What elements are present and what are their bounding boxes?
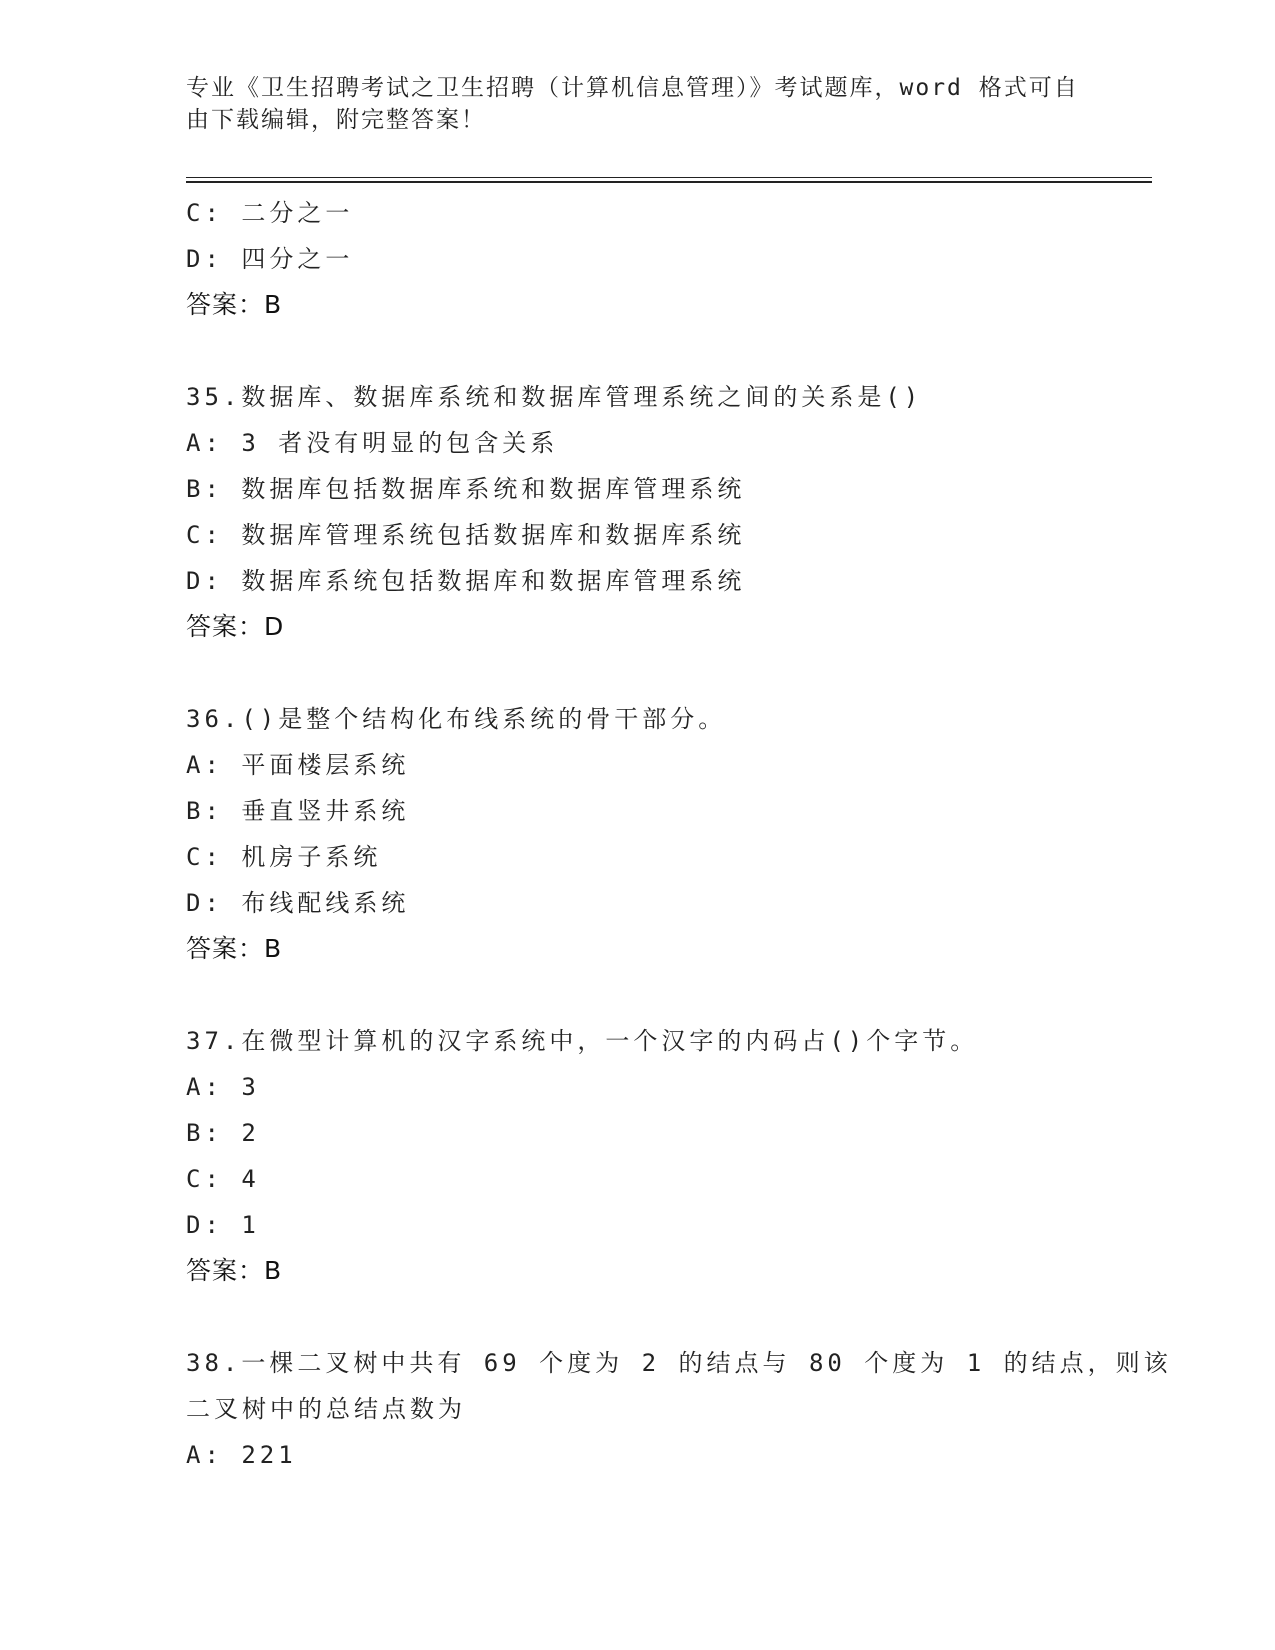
option-c: C: 数据库管理系统包括数据库和数据库系统 (186, 521, 746, 549)
option-d: D: 四分之一 (186, 245, 354, 273)
answer-line: 答案：B (186, 290, 283, 319)
option-d: D: 数据库系统包括数据库和数据库管理系统 (186, 567, 746, 595)
question-stem-line-2: 二叉树中的总结点数为 (186, 1395, 466, 1423)
spacer (186, 972, 1146, 1018)
spacer (186, 650, 1146, 696)
question-stem: 35.数据库、数据库系统和数据库管理系统之间的关系是() (186, 383, 923, 411)
header-divider-thin (186, 177, 1152, 178)
option-d: D: 布线配线系统 (186, 889, 410, 917)
option-d: D: 1 (186, 1211, 260, 1239)
option-a: A: 221 (186, 1441, 297, 1469)
question-36 (186, 696, 1146, 972)
question-37 (186, 1018, 1146, 1294)
question-38 (186, 1340, 1172, 1478)
question-34-tail (186, 190, 1146, 328)
spacer (186, 1294, 1146, 1340)
question-35 (186, 374, 1146, 650)
option-b: B: 2 (186, 1119, 260, 1147)
option-a: A: 3 者没有明显的包含关系 (186, 429, 559, 457)
question-stem-line-1: 38.一棵二叉树中共有 69 个度为 2 的结点与 80 个度为 1 的结点，则该 (186, 1349, 1172, 1377)
option-c: C: 机房子系统 (186, 843, 382, 871)
answer-line: 答案：B (186, 934, 283, 963)
option-a: A: 平面楼层系统 (186, 751, 410, 779)
header-line-1: 专业《卫生招聘考试之卫生招聘（计算机信息管理）》考试题库，word 格式可自 (186, 75, 1079, 101)
question-stem: 36.()是整个结构化布线系统的骨干部分。 (186, 705, 727, 733)
header-line-2: 由下载编辑，附完整答案！ (186, 107, 486, 133)
document-header (186, 72, 1086, 136)
spacer (186, 328, 1146, 374)
question-list (186, 190, 1172, 1478)
option-b: B: 数据库包括数据库系统和数据库管理系统 (186, 475, 746, 503)
question-stem: 37.在微型计算机的汉字系统中，一个汉字的内码占()个字节。 (186, 1027, 979, 1055)
header-divider-thick (186, 181, 1152, 183)
answer-line: 答案：B (186, 1256, 283, 1285)
option-c: C: 二分之一 (186, 199, 354, 227)
option-c: C: 4 (186, 1165, 260, 1193)
option-b: B: 垂直竖井系统 (186, 797, 410, 825)
answer-line: 答案：D (186, 612, 285, 641)
option-a: A: 3 (186, 1073, 260, 1101)
